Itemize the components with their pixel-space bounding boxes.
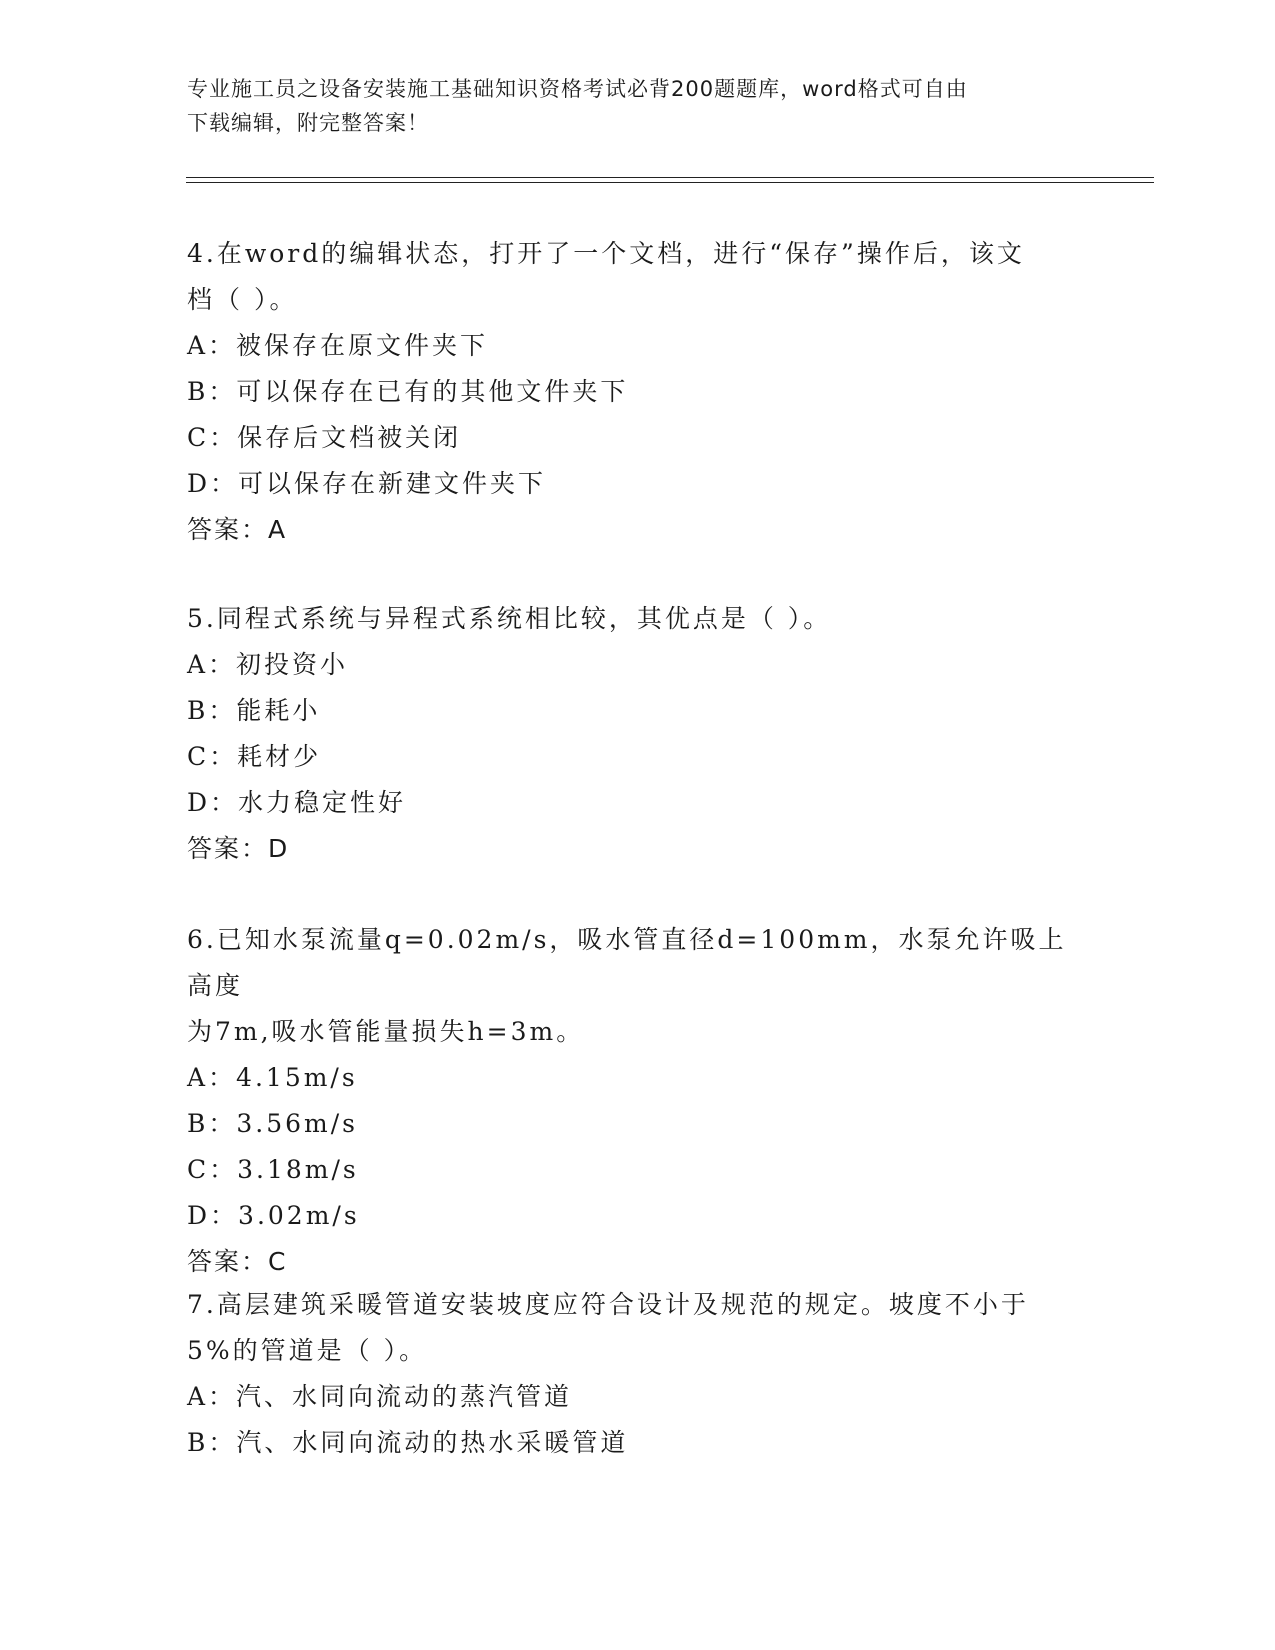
option-a: A：被保存在原文件夹下 bbox=[187, 331, 489, 360]
question-stem-line1: 7.高层建筑采暖管道安装坡度应符合设计及规范的规定。坡度不小于 bbox=[187, 1290, 1029, 1319]
option-a: A：汽、水同向流动的蒸汽管道 bbox=[187, 1382, 573, 1411]
question-stem-line2: 为7m,吸水管能量损失h=3m。 bbox=[187, 1017, 585, 1046]
answer-label: 答案：A bbox=[187, 515, 288, 544]
option-d: D：3.02m/s bbox=[187, 1201, 360, 1230]
question-stem-line1: 5.同程式系统与异程式系统相比较，其优点是（ ）。 bbox=[187, 604, 832, 633]
header-divider-top bbox=[186, 177, 1154, 178]
option-a: A：4.15m/s bbox=[187, 1063, 358, 1092]
option-b: B：汽、水同向流动的热水采暖管道 bbox=[187, 1428, 629, 1457]
option-d: D：水力稳定性好 bbox=[187, 788, 407, 817]
option-b: B：能耗小 bbox=[187, 696, 321, 725]
question-6 bbox=[187, 917, 1087, 1285]
option-a: A：初投资小 bbox=[187, 650, 349, 679]
question-5 bbox=[187, 596, 1087, 872]
question-stem bbox=[187, 231, 1087, 323]
option-d: D：可以保存在新建文件夹下 bbox=[187, 469, 547, 498]
answer-label: 答案：C bbox=[187, 1247, 288, 1276]
question-4 bbox=[187, 231, 1087, 553]
option-c: C：耗材少 bbox=[187, 742, 322, 771]
option-b: B：可以保存在已有的其他文件夹下 bbox=[187, 377, 629, 406]
question-stem bbox=[187, 1282, 1087, 1374]
question-stem-line2: 5%的管道是（ ）。 bbox=[187, 1336, 428, 1365]
question-7 bbox=[187, 1282, 1087, 1466]
option-c: C：保存后文档被关闭 bbox=[187, 423, 462, 452]
option-c: C：3.18m/s bbox=[187, 1155, 359, 1184]
header-title-line1: 专业施工员之设备安装施工基础知识资格考试必背200题题库，word格式可自由 bbox=[187, 77, 968, 101]
answer-label: 答案：D bbox=[187, 834, 290, 863]
page-header bbox=[187, 72, 1087, 140]
question-stem-line1: 6.已知水泵流量q=0.02m/s，吸水管直径d=100mm，水泵允许吸上高度 bbox=[187, 925, 1067, 1000]
question-stem-line2: 档（ ）。 bbox=[187, 285, 298, 314]
option-b: B：3.56m/s bbox=[187, 1109, 358, 1138]
question-stem bbox=[187, 917, 1087, 1055]
header-divider-bottom bbox=[186, 182, 1154, 183]
question-stem bbox=[187, 596, 1087, 642]
header-title-line2: 下载编辑，附完整答案！ bbox=[187, 111, 429, 135]
question-stem-line1: 4.在word的编辑状态，打开了一个文档，进行“保存”操作后，该文 bbox=[187, 239, 1025, 268]
